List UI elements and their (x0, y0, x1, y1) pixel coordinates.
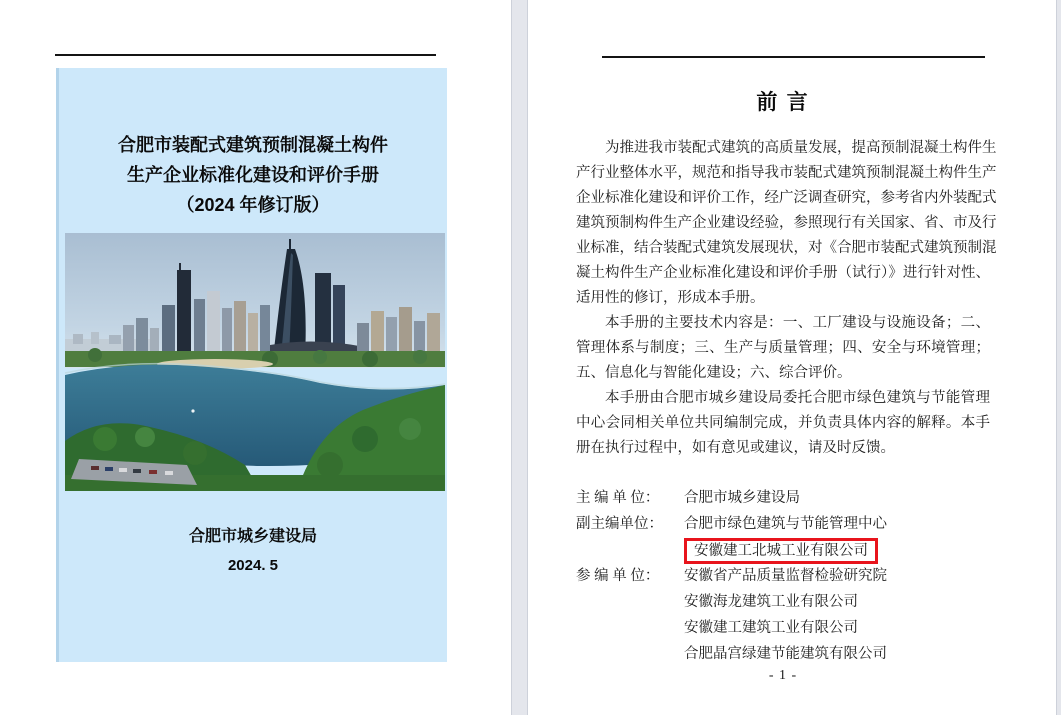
body-line: 本手册由合肥市城乡建设局委托合肥市绿色建筑与节能管理 (605, 390, 990, 406)
credit-chief-editor (576, 485, 990, 511)
credit-org: 合肥晶宫绿建节能建筑有限公司 (684, 646, 887, 662)
credit-label: 主 编 单 位： (576, 490, 660, 506)
credit-org: 安徽海龙建筑工业有限公司 (684, 594, 858, 610)
credit-org: 安徽建工建筑工业有限公司 (684, 620, 858, 636)
credit-participant-3 (576, 615, 990, 641)
credit-deputy-editor-2 (576, 537, 990, 563)
cover-photo-skyline (65, 233, 445, 491)
cover-title-line2: 生产企业标准化建设和评价手册 (127, 165, 379, 185)
credit-label: 副主编单位： (576, 516, 663, 532)
body-line: 凝土构件生产企业标准化建设和评价手册（试行）》进行针对性、 (576, 265, 990, 281)
cover-title-line3: （2024 年修订版） (176, 195, 330, 215)
body-line: 本手册的主要技术内容是：一、工厂建设与设施设备；二、 (605, 315, 990, 331)
body-line: 产行业整体水平，规范和指导我市装配式建筑预制混凝土构件生产 (576, 165, 997, 181)
cover-publisher: 合肥市城乡建设局 (188, 528, 317, 545)
credit-org: 合肥市城乡建设局 (684, 490, 800, 506)
credit-deputy-editor (576, 511, 990, 537)
body-line: 五、信息化与智能化建设；六、综合评价。 (576, 365, 852, 381)
highlighted-org-red-box: 安徽建工北城工业有限公司 (684, 538, 878, 564)
body-line: 为推进我市装配式建筑的高质量发展，提高预制混凝土构件生 (605, 140, 997, 156)
body-line: 中心会同相关单位共同编制完成，并负责具体内容的解释。本手 (576, 415, 990, 431)
cover-title (59, 130, 447, 220)
body-line: 建筑预制构件生产企业建设经验，参照现行有关国家、省、市及行 (576, 215, 997, 231)
cover-date: 2024. 5 (227, 557, 279, 574)
body-line: 企业标准化建设和评价工作，经广泛调查研究，参考省内外装配式 (576, 190, 997, 206)
preface-title: 前 言 (756, 90, 810, 114)
credit-participant-4 (576, 641, 990, 667)
body-line: 册在执行过程中，如有意见或建议，请及时反馈。 (576, 440, 895, 456)
credit-participant (576, 563, 990, 589)
preface-page (576, 0, 997, 715)
page-divider (511, 0, 528, 715)
preface-body (576, 136, 997, 461)
credit-participant-2 (576, 589, 990, 615)
body-line: 管理体系与制度；三、生产与质量管理；四、安全与环境管理； (576, 340, 990, 356)
credit-org: 合肥市绿色建筑与节能管理中心 (684, 516, 887, 532)
credit-org: 安徽省产品质量监督检验研究院 (684, 568, 887, 584)
credits-list (576, 485, 990, 667)
cover-top-rule (55, 54, 436, 56)
body-line: 适用性的修订，形成本手册。 (576, 290, 765, 306)
cover-page (56, 68, 447, 662)
body-line: 业标准，结合装配式建筑发展现状，对《合肥市装配式建筑预制混 (576, 240, 997, 256)
credit-label: 参 编 单 位： (576, 568, 660, 584)
right-edge-strip (1056, 0, 1061, 715)
cover-title-line1: 合肥市装配式建筑预制混凝土构件 (118, 135, 388, 155)
page-number: - 1 - (768, 668, 798, 683)
